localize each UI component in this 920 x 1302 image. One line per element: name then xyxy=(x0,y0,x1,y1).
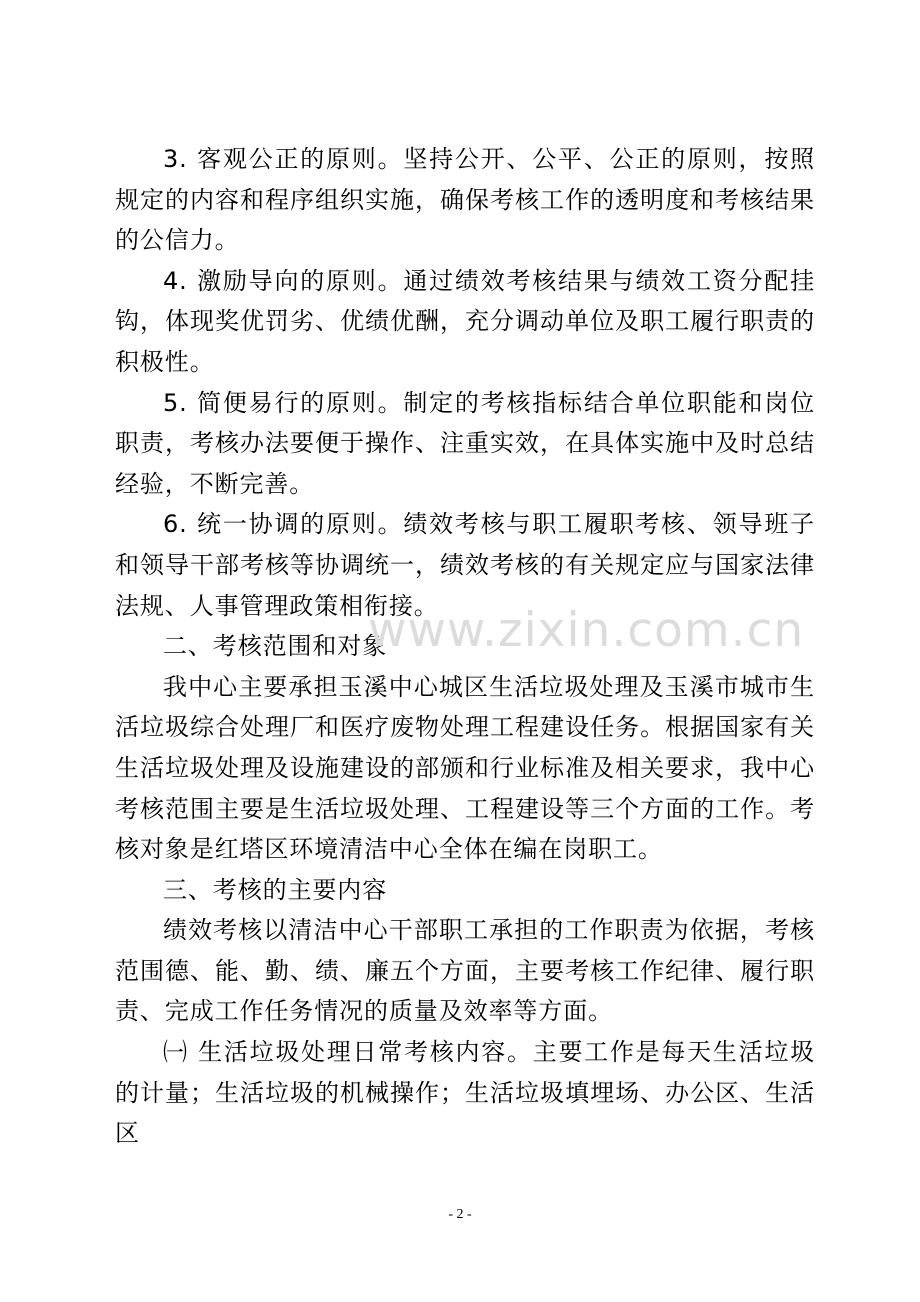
paragraph-principle-3: 3. 客观公正的原则。坚持公开、公平、公正的原则，按照规定的内容和程序组织实施，确保考核工作的透明度和考核结果的公信力。 xyxy=(115,145,815,255)
section-heading-content: 三、考核的主要内容 xyxy=(163,875,388,904)
paragraph-content: 绩效考核以清洁中心干部职工承担的工作职责为依据，考核范围德、能、勤、绩、廉五个方面，主要考核工作纪律、履行职责、完成工作任务情况的质量及效率等方面。 xyxy=(115,916,815,1026)
paragraph-principle-4: 4. 激励导向的原则。通过绩效考核结果与绩效工资分配挂钩，体现奖优罚劣、优绩优酬，充分调动单位及职工履行职责的积极性。 xyxy=(115,266,815,376)
page-number: - 2 - xyxy=(448,1207,472,1222)
watermark: www.zixin.com.cn xyxy=(368,603,805,658)
paragraph-daily-assessment: ㈠ 生活垃圾处理日常考核内容。主要工作是每天生活垃圾的计量；生活垃圾的机械操作；生活垃圾填埋场、办公区、生活区 xyxy=(115,1038,815,1148)
paragraph-principle-5: 5. 简便易行的原则。制定的考核指标结合单位职能和岗位职责，考核办法要便于操作、注重实效，在具体实施中及时总结经验，不断完善。 xyxy=(115,388,815,498)
section-heading-scope: 二、考核范围和对象 xyxy=(163,632,388,661)
paragraph-principle-6: 6. 统一协调的原则。绩效考核与职工履职考核、领导班子和领导干部考核等协调统一，绩效考核的有关规定应与国家法律法规、人事管理政策相衔接。 xyxy=(115,510,815,620)
paragraph-scope: 我中心主要承担玉溪中心城区生活垃圾处理及玉溪市城市生活垃圾综合处理厂和医疗废物处理工程建设任务。根据国家有关生活垃圾处理及设施建设的部颁和行业标准及相关要求，我中心考核范围主要是生活垃圾处理、工程建设等三个方面的工作。考核对象是红塔区环境清洁中心全体在编在岗职工。 xyxy=(115,672,815,864)
